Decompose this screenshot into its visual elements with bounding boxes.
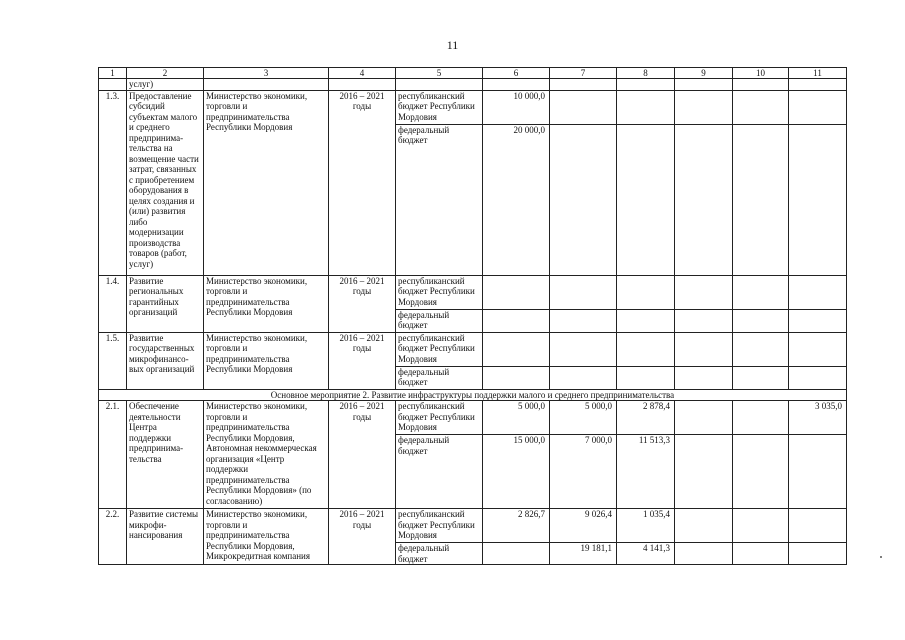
period: 2016 – 2021 годы [329, 509, 396, 565]
value-cell [675, 124, 733, 275]
value-cell: 7 000,0 [550, 435, 617, 509]
measure-name: Развитие системы микрофи-нансирования [127, 509, 204, 565]
measure-name: Обеспечение деятельности Центра поддержки предпринима-тельства [127, 401, 204, 509]
executor: Министерство экономики, торговли и предпринимательства Республики Мордовия, Автономная некоммерческая организация «Центр поддержки предпринимательства Республики Мордовия» (по согласованию) [204, 401, 329, 509]
value-cell [483, 366, 550, 389]
value-cell [550, 124, 617, 275]
value-cell [617, 332, 675, 366]
period: 2016 – 2021 годы [329, 275, 396, 332]
value-cell [550, 90, 617, 124]
table-row [99, 90, 847, 124]
value-cell [675, 435, 733, 509]
value-cell: 20 000,0 [483, 124, 550, 275]
executor: Министерство экономики, торговли и предпринимательства Республики Мордовия, Микрокредитная компания [204, 509, 329, 565]
header-row [99, 68, 847, 79]
executor: Министерство экономики, торговли и предпринимательства Республики Мордовия [204, 275, 329, 332]
executor: Министерство экономики, торговли и предпринимательства Республики Мордовия [204, 90, 329, 275]
page-number: 11 [446, 38, 459, 52]
measure-name: Развитие государственных микрофинансо-вых организаций [127, 332, 204, 389]
funding-source: федеральный бюджет [396, 435, 483, 509]
value-cell [789, 332, 847, 366]
value-cell: 1 035,4 [617, 509, 675, 543]
value-cell [550, 275, 617, 309]
cont-cell: услуг) [127, 79, 204, 91]
funding-source: республиканский бюджет Республики Мордовия [396, 275, 483, 309]
value-cell [789, 543, 847, 565]
col-header: 7 [550, 68, 617, 79]
value-cell [789, 435, 847, 509]
value-cell [675, 309, 733, 332]
value-cell [675, 509, 733, 543]
value-cell: 5 000,0 [550, 401, 617, 435]
value-cell [617, 90, 675, 124]
funding-source: федеральный бюджет [396, 543, 483, 565]
executor: Министерство экономики, торговли и предпринимательства Республики Мордовия [204, 332, 329, 389]
value-cell: 2 878,4 [617, 401, 675, 435]
value-cell [789, 124, 847, 275]
value-cell [789, 90, 847, 124]
col-header: 9 [675, 68, 733, 79]
funding-source: республиканский бюджет Республики Мордовия [396, 90, 483, 124]
value-cell [733, 366, 789, 389]
value-cell [483, 543, 550, 565]
value-cell: 10 000,0 [483, 90, 550, 124]
value-cell [675, 401, 733, 435]
row-number: 1.3. [99, 90, 127, 275]
value-cell: 15 000,0 [483, 435, 550, 509]
table-row [99, 275, 847, 309]
table-row [99, 509, 847, 543]
col-header: 10 [733, 68, 789, 79]
value-cell [550, 366, 617, 389]
funding-source: федеральный бюджет [396, 124, 483, 275]
col-header: 6 [483, 68, 550, 79]
period: 2016 – 2021 годы [329, 401, 396, 509]
col-header: 5 [396, 68, 483, 79]
row-number: 1.5. [99, 332, 127, 389]
value-cell: 3 035,0 [789, 401, 847, 435]
funding-source: республиканский бюджет Республики Мордовия [396, 332, 483, 366]
value-cell: 9 026,4 [550, 509, 617, 543]
value-cell [733, 332, 789, 366]
value-cell [733, 401, 789, 435]
funding-source: федеральный бюджет [396, 309, 483, 332]
measure-name: Развитие региональных гарантийных организаций [127, 275, 204, 332]
value-cell [733, 90, 789, 124]
continuation-row [99, 79, 847, 91]
value-cell [789, 366, 847, 389]
period: 2016 – 2021 годы [329, 332, 396, 389]
funding-source: республиканский бюджет Республики Мордовия [396, 509, 483, 543]
value-cell: 4 141,3 [617, 543, 675, 565]
value-cell [617, 124, 675, 275]
col-header: 3 [204, 68, 329, 79]
funding-source: республиканский бюджет Республики Мордовия [396, 401, 483, 435]
row-number: 2.1. [99, 401, 127, 509]
value-cell [550, 309, 617, 332]
value-cell [675, 543, 733, 565]
value-cell [675, 332, 733, 366]
value-cell: 5 000,0 [483, 401, 550, 435]
row-number: 2.2. [99, 509, 127, 565]
value-cell [675, 275, 733, 309]
col-header: 4 [329, 68, 396, 79]
col-header: 8 [617, 68, 675, 79]
value-cell [483, 309, 550, 332]
value-cell: 11 513,3 [617, 435, 675, 509]
value-cell [733, 435, 789, 509]
scan-speck [880, 556, 882, 558]
value-cell [617, 275, 675, 309]
value-cell [550, 332, 617, 366]
value-cell [483, 332, 550, 366]
col-header: 2 [127, 68, 204, 79]
table-row [99, 332, 847, 366]
section-row [99, 389, 847, 401]
value-cell [733, 543, 789, 565]
value-cell [733, 509, 789, 543]
col-header: 11 [789, 68, 847, 79]
section-title: Основное мероприятие 2. Развитие инфраструктуры поддержки малого и среднего предпринимательства [99, 389, 847, 401]
value-cell [617, 366, 675, 389]
program-table [98, 67, 847, 565]
table-row [99, 401, 847, 435]
value-cell [733, 124, 789, 275]
value-cell [675, 90, 733, 124]
value-cell [789, 275, 847, 309]
value-cell [789, 309, 847, 332]
value-cell [675, 366, 733, 389]
value-cell [789, 509, 847, 543]
value-cell: 2 826,7 [483, 509, 550, 543]
value-cell: 19 181,1 [550, 543, 617, 565]
value-cell [733, 275, 789, 309]
value-cell [617, 309, 675, 332]
value-cell [733, 309, 789, 332]
row-number: 1.4. [99, 275, 127, 332]
measure-name: Предоставление субсидий субъектам малого и среднего предпринима-тельства на возмещение части затрат, связанных с приобретением оборудования в целях создания и (или) развития либо модернизации производства товаров (работ, услуг) [127, 90, 204, 275]
col-header: 1 [99, 68, 127, 79]
funding-source: федеральный бюджет [396, 366, 483, 389]
value-cell [483, 275, 550, 309]
period: 2016 – 2021 годы [329, 90, 396, 275]
